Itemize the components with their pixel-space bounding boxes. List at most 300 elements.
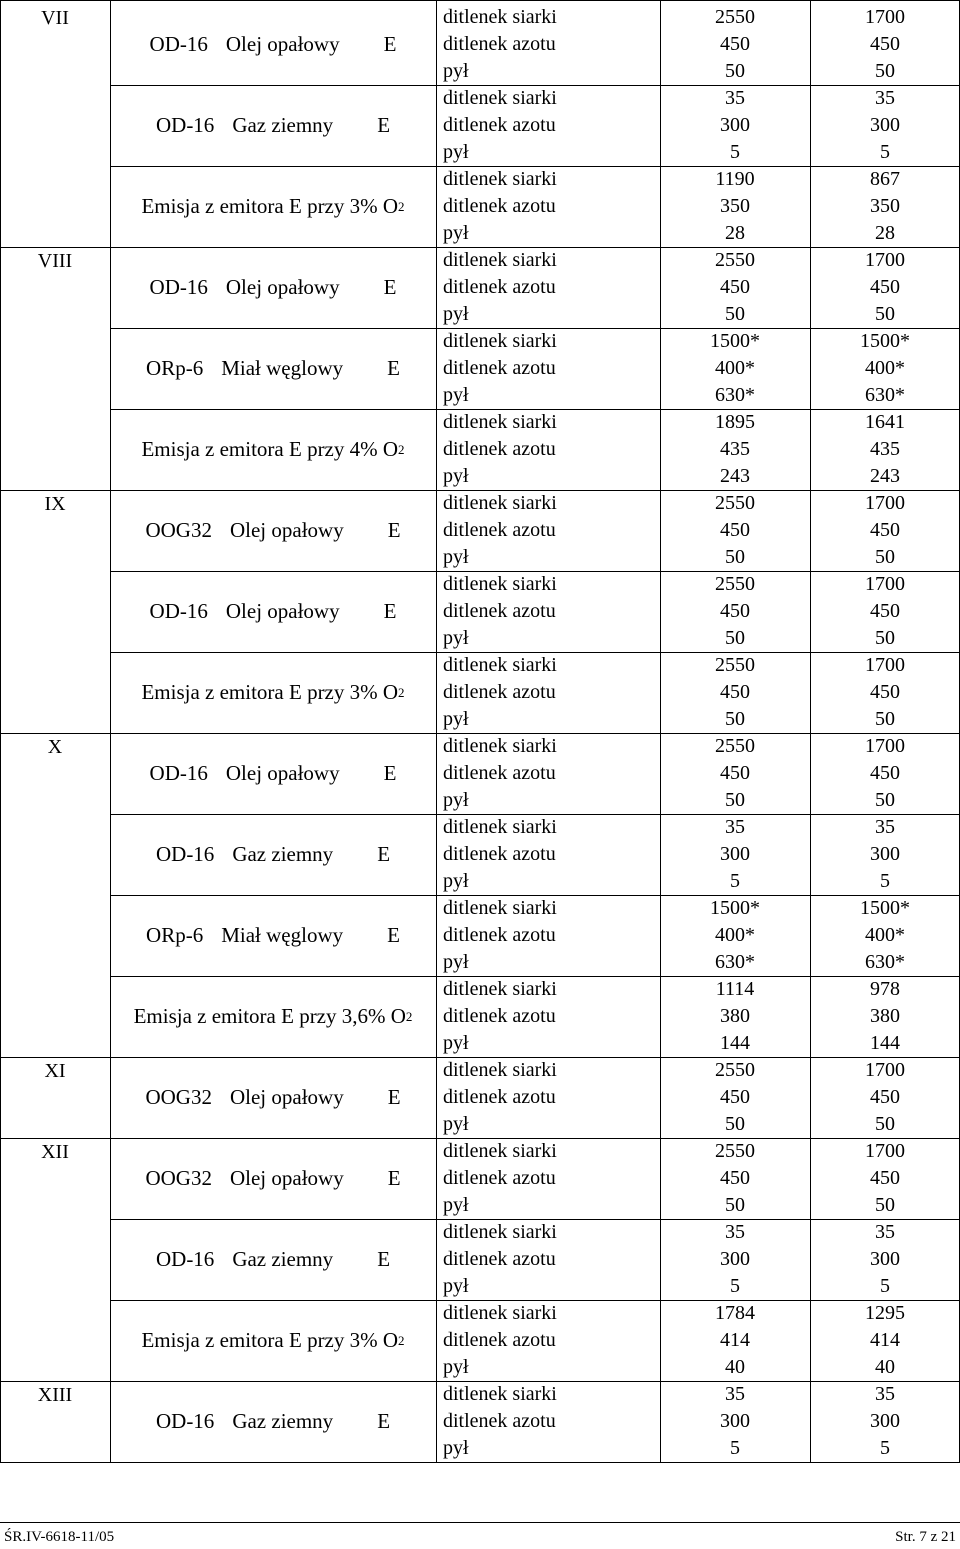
value-cell: 350 <box>870 195 900 217</box>
value-cell: 1114 <box>715 978 755 1000</box>
pollutant-name: pył <box>443 384 469 406</box>
value-cell: 144 <box>870 1032 900 1054</box>
emitter-label: E <box>387 1085 401 1109</box>
pollutant-name: ditlenek siarki <box>443 1221 557 1243</box>
emission-values-a <box>660 328 810 409</box>
pollutant-name: ditlenek siarki <box>443 1140 557 1162</box>
table-row <box>0 1381 960 1462</box>
pollutant-name: ditlenek azotu <box>443 357 556 379</box>
emission-summary <box>110 409 436 490</box>
fuel-code: ORp-6 <box>146 356 204 380</box>
pollutant-name: ditlenek siarki <box>443 573 557 595</box>
fuel-name: Olej opałowy <box>229 1166 344 1190</box>
summary-subscript: 2 <box>398 441 405 457</box>
value-cell: 2550 <box>715 1059 755 1081</box>
emission-values-b <box>810 733 960 814</box>
group-label: X <box>47 736 63 758</box>
value-cell: 1500* <box>860 330 910 352</box>
pollutant-name: ditlenek azotu <box>443 195 556 217</box>
value-cell: 450 <box>870 1167 900 1189</box>
table-row <box>0 247 960 328</box>
value-cell: 50 <box>725 789 745 811</box>
pollutant-name: ditlenek azotu <box>443 1329 556 1351</box>
value-cell: 450 <box>870 681 900 703</box>
summary-subscript: 2 <box>398 1332 405 1348</box>
fuel-name: Miał węglowy <box>221 356 344 380</box>
emitter-label: E <box>377 842 391 866</box>
pollutant-name: ditlenek siarki <box>443 654 557 676</box>
fuel-code: OD-16 <box>149 761 208 785</box>
value-cell: 50 <box>725 627 745 649</box>
value-cell: 450 <box>720 1167 750 1189</box>
emission-values-a <box>660 1300 810 1381</box>
value-cell: 5 <box>880 1437 890 1459</box>
table-row <box>0 490 960 571</box>
value-cell: 380 <box>870 1005 900 1027</box>
pollutant-name: ditlenek azotu <box>443 924 556 946</box>
pollutant-name: ditlenek siarki <box>443 87 557 109</box>
pollutant-name: pył <box>443 1032 469 1054</box>
pollutant-name: pył <box>443 1275 469 1297</box>
fuel-code: OD-16 <box>149 32 208 56</box>
pollutant-name: ditlenek siarki <box>443 168 557 190</box>
fuel-description <box>110 1057 436 1138</box>
value-cell: 50 <box>875 303 895 325</box>
emission-values-b <box>810 895 960 976</box>
value-cell: 400* <box>715 924 755 946</box>
emission-values-b <box>810 1300 960 1381</box>
emission-values-a <box>660 409 810 490</box>
group-label: XII <box>41 1141 69 1163</box>
value-cell: 300 <box>720 843 750 865</box>
page-number: Str. 7 z 21 <box>895 1529 956 1545</box>
value-cell: 40 <box>725 1356 745 1378</box>
pollutant-list <box>436 571 660 652</box>
value-cell: 2550 <box>715 492 755 514</box>
summary-text: Emisja z emitora E przy 4% O <box>141 437 399 461</box>
pollutant-name: ditlenek azotu <box>443 1005 556 1027</box>
emitter-label: E <box>377 1247 391 1271</box>
value-cell: 50 <box>725 60 745 82</box>
grid-line <box>0 1381 960 1382</box>
fuel-code: OOG32 <box>145 1085 212 1109</box>
value-cell: 978 <box>870 978 900 1000</box>
emission-values-b <box>810 409 960 490</box>
emission-values-b <box>810 652 960 733</box>
value-cell: 243 <box>720 465 750 487</box>
group-label: VIII <box>37 250 73 272</box>
pollutant-name: pył <box>443 870 469 892</box>
grid-line <box>110 409 960 410</box>
table-row <box>0 409 960 490</box>
emission-values-a <box>660 247 810 328</box>
emission-values-a <box>660 1138 810 1219</box>
pollutant-name: ditlenek azotu <box>443 33 556 55</box>
pollutant-name: ditlenek azotu <box>443 519 556 541</box>
value-cell: 1500* <box>860 897 910 919</box>
value-cell: 1700 <box>865 492 905 514</box>
value-cell: 1700 <box>865 6 905 28</box>
value-cell: 2550 <box>715 6 755 28</box>
emitter-label: E <box>387 1166 401 1190</box>
pollutant-list <box>436 166 660 247</box>
value-cell: 630* <box>865 384 905 406</box>
value-cell: 1784 <box>715 1302 755 1324</box>
table-row <box>0 1219 960 1300</box>
grid-line <box>110 1300 960 1301</box>
pollutant-list <box>436 1138 660 1219</box>
table-row <box>0 328 960 409</box>
pollutant-name: ditlenek azotu <box>443 438 556 460</box>
grid-line <box>0 1138 960 1139</box>
value-cell: 5 <box>730 141 740 163</box>
grid-line <box>110 0 111 1462</box>
value-cell: 1700 <box>865 654 905 676</box>
emission-values-b <box>810 4 960 85</box>
value-cell: 450 <box>720 600 750 622</box>
table-row <box>0 85 960 166</box>
emission-values-b <box>810 1138 960 1219</box>
value-cell: 50 <box>875 60 895 82</box>
grid-line <box>110 814 960 815</box>
pollutant-name: ditlenek azotu <box>443 681 556 703</box>
value-cell: 300 <box>870 843 900 865</box>
emission-values-b <box>810 1057 960 1138</box>
pollutant-name: pył <box>443 708 469 730</box>
value-cell: 450 <box>720 762 750 784</box>
value-cell: 35 <box>725 87 745 109</box>
grid-line <box>0 0 1 1462</box>
grid-line <box>110 652 960 653</box>
table-row <box>0 895 960 976</box>
emission-summary <box>110 166 436 247</box>
pollutant-name: ditlenek siarki <box>443 6 557 28</box>
table-row <box>0 4 960 85</box>
value-cell: 35 <box>875 1383 895 1405</box>
grid-line <box>110 166 960 167</box>
emission-values-b <box>810 85 960 166</box>
value-cell: 2550 <box>715 735 755 757</box>
emission-summary <box>110 1300 436 1381</box>
pollutant-name: ditlenek azotu <box>443 1086 556 1108</box>
grid-line <box>0 733 960 734</box>
value-cell: 630* <box>715 384 755 406</box>
emission-values-b <box>810 1381 960 1462</box>
value-cell: 1895 <box>715 411 755 433</box>
fuel-code: OD-16 <box>149 275 208 299</box>
value-cell: 1190 <box>715 168 755 190</box>
value-cell: 1700 <box>865 1059 905 1081</box>
pollutant-name: pył <box>443 1437 469 1459</box>
fuel-description <box>110 1381 436 1462</box>
value-cell: 630* <box>715 951 755 973</box>
value-cell: 50 <box>875 789 895 811</box>
fuel-description <box>110 247 436 328</box>
fuel-name: Olej opałowy <box>229 518 344 542</box>
emission-values-b <box>810 814 960 895</box>
pollutant-list <box>436 895 660 976</box>
emission-values-b <box>810 1219 960 1300</box>
emitter-label: E <box>387 518 401 542</box>
fuel-code: OD-16 <box>149 599 208 623</box>
pollutant-list <box>436 652 660 733</box>
value-cell: 5 <box>880 1275 890 1297</box>
emitter-label: E <box>387 923 400 947</box>
pollutant-list <box>436 4 660 85</box>
pollutant-name: pył <box>443 951 469 973</box>
grid-line <box>0 1057 960 1058</box>
fuel-description <box>110 4 436 85</box>
value-cell: 1700 <box>865 1140 905 1162</box>
value-cell: 450 <box>720 276 750 298</box>
emission-values-a <box>660 1219 810 1300</box>
pollutant-list <box>436 409 660 490</box>
pollutant-name: pył <box>443 60 469 82</box>
footer-rule <box>0 1522 960 1523</box>
emission-values-a <box>660 1381 810 1462</box>
grid-line <box>110 1219 960 1220</box>
pollutant-name: ditlenek azotu <box>443 114 556 136</box>
grid-line <box>0 1462 960 1463</box>
emission-values-a <box>660 976 810 1057</box>
fuel-description <box>110 733 436 814</box>
value-cell: 50 <box>875 1113 895 1135</box>
value-cell: 40 <box>875 1356 895 1378</box>
pollutant-name: ditlenek siarki <box>443 897 557 919</box>
group-label: VII <box>41 7 69 29</box>
value-cell: 144 <box>720 1032 750 1054</box>
emission-summary <box>110 652 436 733</box>
fuel-code: OOG32 <box>145 1166 212 1190</box>
summary-text: Emisja z emitora E przy 3% O <box>141 1328 399 1352</box>
grid-line <box>110 85 960 86</box>
fuel-name: Gaz ziemny <box>232 113 334 137</box>
pollutant-name: ditlenek siarki <box>443 249 557 271</box>
pollutant-list <box>436 733 660 814</box>
pollutant-name: ditlenek siarki <box>443 978 557 1000</box>
pollutant-list <box>436 85 660 166</box>
value-cell: 35 <box>875 816 895 838</box>
emission-values-b <box>810 571 960 652</box>
pollutant-name: ditlenek siarki <box>443 492 557 514</box>
emitter-label: E <box>383 275 397 299</box>
fuel-description <box>110 814 436 895</box>
value-cell: 35 <box>875 87 895 109</box>
value-cell: 50 <box>725 546 745 568</box>
fuel-name: Gaz ziemny <box>232 842 334 866</box>
emission-values-a <box>660 85 810 166</box>
value-cell: 414 <box>870 1329 900 1351</box>
pollutant-name: ditlenek azotu <box>443 843 556 865</box>
value-cell: 35 <box>725 1221 745 1243</box>
summary-text: Emisja z emitora E przy 3% O <box>141 194 399 218</box>
emission-values-a <box>660 1057 810 1138</box>
value-cell: 1500* <box>710 897 760 919</box>
pollutant-name: pył <box>443 546 469 568</box>
grid-line <box>110 328 960 329</box>
value-cell: 35 <box>725 1383 745 1405</box>
pollutant-list <box>436 490 660 571</box>
pollutant-name: pył <box>443 789 469 811</box>
pollutant-name: ditlenek siarki <box>443 1383 557 1405</box>
value-cell: 28 <box>725 222 745 244</box>
fuel-description <box>110 328 436 409</box>
value-cell: 380 <box>720 1005 750 1027</box>
emission-values-a <box>660 4 810 85</box>
value-cell: 1641 <box>865 411 905 433</box>
grid-line <box>436 0 437 1462</box>
value-cell: 35 <box>875 1221 895 1243</box>
value-cell: 1700 <box>865 735 905 757</box>
emission-values-b <box>810 328 960 409</box>
group-label: XI <box>44 1060 66 1082</box>
emission-values-a <box>660 733 810 814</box>
value-cell: 450 <box>870 762 900 784</box>
value-cell: 450 <box>720 681 750 703</box>
pollutant-name: ditlenek siarki <box>443 330 557 352</box>
value-cell: 2550 <box>715 1140 755 1162</box>
value-cell: 450 <box>870 276 900 298</box>
pollutant-name: ditlenek azotu <box>443 1167 556 1189</box>
grid-line <box>110 571 960 572</box>
value-cell: 50 <box>875 1194 895 1216</box>
value-cell: 400* <box>865 357 905 379</box>
fuel-name: Gaz ziemny <box>232 1409 334 1433</box>
value-cell: 1295 <box>865 1302 905 1324</box>
pollutant-list <box>436 814 660 895</box>
pollutant-name: pył <box>443 222 469 244</box>
value-cell: 630* <box>865 951 905 973</box>
grid-line <box>0 490 960 491</box>
pollutant-list <box>436 247 660 328</box>
fuel-code: OOG32 <box>145 518 212 542</box>
summary-text: Emisja z emitora E przy 3% O <box>141 680 399 704</box>
grid-line <box>110 895 960 896</box>
value-cell: 2550 <box>715 249 755 271</box>
value-cell: 300 <box>720 1410 750 1432</box>
fuel-code: OD-16 <box>155 1409 215 1433</box>
group-label: IX <box>44 493 66 515</box>
value-cell: 450 <box>870 33 900 55</box>
pollutant-name: ditlenek siarki <box>443 816 557 838</box>
grid-line <box>0 247 960 248</box>
pollutant-list <box>436 1057 660 1138</box>
value-cell: 300 <box>870 1410 900 1432</box>
emitter-label: E <box>383 761 397 785</box>
value-cell: 243 <box>870 465 900 487</box>
fuel-name: Olej opałowy <box>225 32 340 56</box>
pollutant-name: ditlenek azotu <box>443 276 556 298</box>
fuel-description <box>110 571 436 652</box>
value-cell: 50 <box>875 708 895 730</box>
emission-values-a <box>660 571 810 652</box>
value-cell: 450 <box>870 600 900 622</box>
pollutant-list <box>436 1219 660 1300</box>
value-cell: 50 <box>725 303 745 325</box>
value-cell: 2550 <box>715 654 755 676</box>
table-row <box>0 733 960 814</box>
table-row <box>0 166 960 247</box>
value-cell: 400* <box>715 357 755 379</box>
emitter-label: E <box>377 113 391 137</box>
table-row <box>0 1138 960 1219</box>
value-cell: 435 <box>870 438 900 460</box>
emission-values-a <box>660 895 810 976</box>
fuel-description <box>110 895 436 976</box>
value-cell: 435 <box>720 438 750 460</box>
summary-subscript: 2 <box>405 1008 413 1024</box>
value-cell: 2550 <box>715 573 755 595</box>
pollutant-name: ditlenek siarki <box>443 1302 557 1324</box>
fuel-description <box>110 1219 436 1300</box>
table-row <box>0 814 960 895</box>
document-reference: ŚR.IV-6618-11/05 <box>4 1529 115 1545</box>
emitter-label: E <box>383 32 397 56</box>
pollutant-name: pył <box>443 1113 469 1135</box>
fuel-name: Olej opałowy <box>225 275 340 299</box>
emitter-label: E <box>377 1409 391 1433</box>
emitter-label: E <box>383 599 397 623</box>
fuel-description <box>110 1138 436 1219</box>
fuel-name: Olej opałowy <box>225 761 340 785</box>
pollutant-name: ditlenek azotu <box>443 762 556 784</box>
emission-values-a <box>660 652 810 733</box>
value-cell: 300 <box>720 114 750 136</box>
fuel-code: OD-16 <box>155 113 215 137</box>
fuel-code: OD-16 <box>155 842 215 866</box>
fuel-description <box>110 85 436 166</box>
grid-line <box>0 0 960 1</box>
value-cell: 1500* <box>710 330 760 352</box>
grid-line <box>810 0 811 1462</box>
table-row <box>0 571 960 652</box>
pollutant-name: pył <box>443 465 469 487</box>
fuel-description <box>110 490 436 571</box>
group-label: XIII <box>37 1384 73 1406</box>
value-cell: 50 <box>875 546 895 568</box>
pollutant-name: ditlenek siarki <box>443 1059 557 1081</box>
value-cell: 300 <box>870 114 900 136</box>
pollutant-name: pył <box>443 1356 469 1378</box>
emission-values-a <box>660 490 810 571</box>
table-row <box>0 652 960 733</box>
value-cell: 300 <box>720 1248 750 1270</box>
pollutant-name: ditlenek siarki <box>443 735 557 757</box>
pollutant-list <box>436 328 660 409</box>
fuel-code: OD-16 <box>155 1247 215 1271</box>
table-row <box>0 976 960 1057</box>
pollutant-name: ditlenek azotu <box>443 1248 556 1270</box>
value-cell: 450 <box>870 519 900 541</box>
value-cell: 1700 <box>865 573 905 595</box>
emission-values-a <box>660 166 810 247</box>
pollutant-name: ditlenek azotu <box>443 1410 556 1432</box>
value-cell: 1700 <box>865 249 905 271</box>
value-cell: 35 <box>725 816 745 838</box>
value-cell: 400* <box>865 924 905 946</box>
emission-values-b <box>810 976 960 1057</box>
emission-values-a <box>660 814 810 895</box>
emission-summary <box>110 976 436 1057</box>
summary-subscript: 2 <box>398 684 405 700</box>
value-cell: 28 <box>875 222 895 244</box>
fuel-code: ORp-6 <box>146 923 204 947</box>
value-cell: 867 <box>870 168 900 190</box>
value-cell: 414 <box>720 1329 750 1351</box>
pollutant-name: pył <box>443 141 469 163</box>
value-cell: 300 <box>870 1248 900 1270</box>
pollutant-name: pył <box>443 303 469 325</box>
